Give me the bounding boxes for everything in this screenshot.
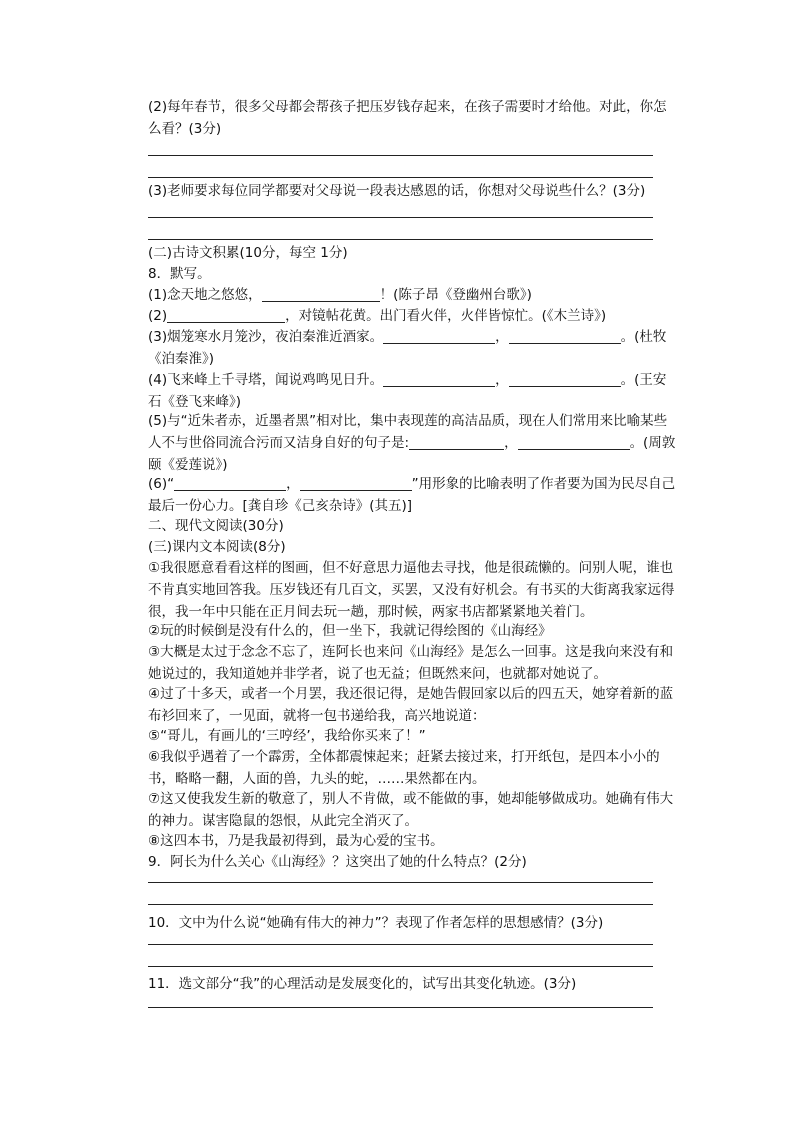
answer-line[interactable]: [148, 904, 653, 905]
blank[interactable]: [509, 329, 621, 344]
section-ancient-poetry-title: (二)古诗文积累(10分，每空 1分): [148, 245, 348, 261]
answer-line[interactable]: [148, 1007, 653, 1008]
blank[interactable]: [300, 476, 412, 491]
answer-line[interactable]: [148, 217, 653, 218]
part-2-title: 二、现代文阅读(30分): [148, 518, 284, 534]
section-reading-title: (三)课内文本阅读(8分): [148, 539, 286, 555]
question-9: 9．阿长为什么关心《山海经》？这突出了她的什么特点？(2分): [148, 854, 527, 870]
blank[interactable]: [509, 372, 621, 387]
passage-paragraph-7: ⑦这又使我发生新的敬意了，别人不肯做，或不能做的事，她却能够做成功。她确有伟大的神力。谋害隐鼠的怨恨，从此完全消灭了。: [148, 791, 674, 829]
answer-line[interactable]: [148, 882, 653, 883]
passage-paragraph-8: ⑧这四本书，乃是我最初得到，最为心爱的宝书。: [148, 833, 444, 849]
question-8-3: (3)烟笼寒水月笼沙，夜泊秦淮近酒家。 ， 。(杜牧《泊秦淮》): [148, 329, 667, 367]
passage-paragraph-3: ③大概是太过于念念不忘了，连阿长也来问《山海经》是怎么一回事。这是我向来没有和她说过的，我知道她并非学者，说了也无益；但既然来问，也就都对她说了。: [148, 644, 674, 682]
question-7-3: (3)老师要求每位同学都要对父母说一段表达感恩的话，你想对父母说些什么？(3分): [148, 183, 646, 199]
passage-paragraph-5: ⑤“哥儿，有画儿的‘三哼经’，我给你买来了！”: [148, 728, 426, 744]
passage-paragraph-4: ④过了十多天，或者一个月罢，我还很记得，是她告假回家以后的四五天，她穿着新的蓝布衫回来了，一见面，就将一包书递给我，高兴地说道：: [148, 686, 674, 724]
passage-paragraph-6: ⑥我似乎遇着了一个霹雳，全体都震悚起来；赶紧去接过来，打开纸包，是四本小小的书，略略一翻，人面的兽，九头的蛇，……果然都在内。: [148, 749, 660, 787]
blank[interactable]: [518, 435, 630, 450]
answer-line[interactable]: [148, 177, 653, 178]
question-11: 11．选文部分“我”的心理活动是发展变化的，试写出其变化轨迹。(3分): [148, 976, 577, 992]
answer-line[interactable]: [148, 239, 653, 240]
question-10: 10．文中为什么说“她确有伟大的神力”？表现了作者怎样的思想感情？(3分): [148, 915, 604, 931]
question-8-1: (1)念天地之悠悠， ！(陈子昂《登幽州台歌》): [148, 287, 532, 303]
answer-line[interactable]: [148, 966, 653, 967]
blank[interactable]: [383, 329, 495, 344]
answer-line[interactable]: [148, 155, 653, 156]
blank[interactable]: [174, 476, 286, 491]
question-8-2: (2) ，对镜帖花黄。出门看火伴，火伴皆惊忙。(《木兰诗》): [148, 308, 607, 324]
question-8-6: (6)“ ， ”用形象的比喻表明了作者要为国为民尽自己最后一份心力。[龚自珍《己亥杂诗》(其五)]: [148, 476, 676, 514]
question-8-5: (5)与“近朱者赤，近墨者黑”相对比，集中表现莲的高洁品质，现在人们常用来比喻某些人不与世俗同流合污而又洁身自好的句子是: ， 。(周敦颐《爱莲说》): [148, 413, 676, 473]
blank[interactable]: [409, 435, 504, 450]
question-7-2: (2)每年春节，很多父母都会帮孩子把压岁钱存起来，在孩子需要时才给他。对此，你怎么看？(3分): [148, 99, 667, 137]
passage-paragraph-2: ②玩的时候倒是没有什么的，但一坐下，我就记得绘图的《山海经》: [148, 623, 552, 639]
blank[interactable]: [167, 308, 285, 323]
blank[interactable]: [262, 287, 380, 302]
blank[interactable]: [383, 372, 495, 387]
question-8-title: 8．默写。: [148, 266, 211, 282]
passage-paragraph-1: ①我很愿意看看这样的图画，但不好意思力逼他去寻找，他是很疏懒的。问别人呢，谁也不肯真实地回答我。压岁钱还有几百文，买罢，又没有好机会。有书买的大街离我家远得很，我一年中只能在正月间去玩一趟，那时候，两家书店都紧紧地关着门。: [148, 560, 675, 620]
question-8-4: (4)飞来峰上千寻塔，闻说鸡鸣见日升。 ， 。(王安石《登飞来峰》): [148, 372, 667, 410]
answer-line[interactable]: [148, 944, 653, 945]
